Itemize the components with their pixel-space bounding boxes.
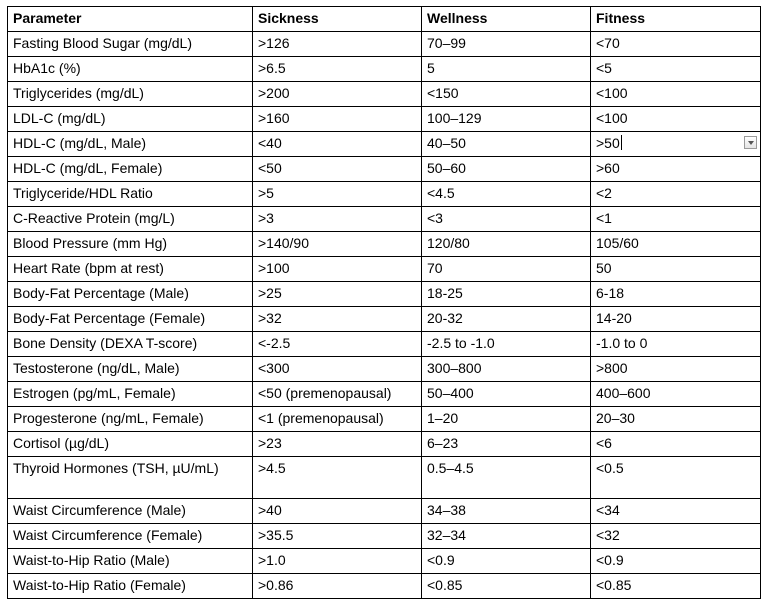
fitness-cell[interactable]: <1	[591, 207, 761, 232]
parameter-cell[interactable]: Waist-to-Hip Ratio (Female)	[8, 574, 253, 599]
parameter-cell[interactable]: Waist Circumference (Female)	[8, 524, 253, 549]
table-row	[8, 357, 761, 382]
parameter-cell[interactable]: Estrogen (pg/mL, Female)	[8, 382, 253, 407]
health-parameters-table	[7, 6, 761, 599]
fitness-cell[interactable]: <0.85	[591, 574, 761, 599]
parameter-cell[interactable]: HDL-C (mg/dL, Female)	[8, 157, 253, 182]
table-row	[8, 432, 761, 457]
fitness-cell[interactable]: 105/60	[591, 232, 761, 257]
parameter-cell[interactable]: Fasting Blood Sugar (mg/dL)	[8, 32, 253, 57]
wellness-cell[interactable]: 32–34	[422, 524, 591, 549]
wellness-cell[interactable]: 18-25	[422, 282, 591, 307]
table-row	[8, 549, 761, 574]
table-row	[8, 182, 761, 207]
sickness-cell[interactable]: >3	[253, 207, 422, 232]
parameter-cell[interactable]: C-Reactive Protein (mg/L)	[8, 207, 253, 232]
sickness-cell[interactable]: <1 (premenopausal)	[253, 407, 422, 432]
fitness-cell[interactable]: <2	[591, 182, 761, 207]
sickness-cell[interactable]: >200	[253, 82, 422, 107]
header-fitness[interactable]: Fitness	[591, 7, 761, 32]
sickness-cell[interactable]: >4.5	[253, 457, 422, 499]
parameter-cell[interactable]: Waist Circumference (Male)	[8, 499, 253, 524]
parameter-cell[interactable]: Blood Pressure (mm Hg)	[8, 232, 253, 257]
parameter-cell[interactable]: Triglycerides (mg/dL)	[8, 82, 253, 107]
wellness-cell[interactable]: 70	[422, 257, 591, 282]
sickness-cell[interactable]: >140/90	[253, 232, 422, 257]
wellness-cell[interactable]: <0.9	[422, 549, 591, 574]
fitness-cell[interactable]: 6-18	[591, 282, 761, 307]
table-row	[8, 382, 761, 407]
wellness-cell[interactable]: 6–23	[422, 432, 591, 457]
sickness-cell[interactable]: >5	[253, 182, 422, 207]
fitness-cell[interactable]: <0.5	[591, 457, 761, 499]
wellness-cell[interactable]: 120/80	[422, 232, 591, 257]
parameter-cell[interactable]: Progesterone (ng/mL, Female)	[8, 407, 253, 432]
header-sickness[interactable]: Sickness	[253, 7, 422, 32]
sickness-cell[interactable]: >0.86	[253, 574, 422, 599]
header-parameter[interactable]: Parameter	[8, 7, 253, 32]
fitness-cell[interactable]: <32	[591, 524, 761, 549]
header-wellness[interactable]: Wellness	[422, 7, 591, 32]
parameter-cell[interactable]: HbA1c (%)	[8, 57, 253, 82]
wellness-cell[interactable]: 40–50	[422, 132, 591, 157]
fitness-cell[interactable]: 50	[591, 257, 761, 282]
parameter-cell[interactable]: HDL-C (mg/dL, Male)	[8, 132, 253, 157]
table-row	[8, 82, 761, 107]
wellness-cell[interactable]: 50–400	[422, 382, 591, 407]
wellness-cell[interactable]: 20-32	[422, 307, 591, 332]
table-row	[8, 107, 761, 132]
fitness-cell[interactable]: <34	[591, 499, 761, 524]
sickness-cell[interactable]: >6.5	[253, 57, 422, 82]
sickness-cell[interactable]: >160	[253, 107, 422, 132]
wellness-cell[interactable]: 0.5–4.5	[422, 457, 591, 499]
wellness-cell[interactable]: <4.5	[422, 182, 591, 207]
table-row	[8, 524, 761, 549]
fitness-cell[interactable]: <100	[591, 107, 761, 132]
sickness-cell[interactable]: <300	[253, 357, 422, 382]
chevron-down-icon[interactable]	[744, 136, 757, 149]
sickness-cell[interactable]: <-2.5	[253, 332, 422, 357]
parameter-cell[interactable]: Waist-to-Hip Ratio (Male)	[8, 549, 253, 574]
parameter-cell[interactable]: LDL-C (mg/dL)	[8, 107, 253, 132]
sickness-cell[interactable]: <50 (premenopausal)	[253, 382, 422, 407]
table-row	[8, 457, 761, 499]
wellness-cell[interactable]: <0.85	[422, 574, 591, 599]
sickness-cell[interactable]: >40	[253, 499, 422, 524]
wellness-cell[interactable]: 1–20	[422, 407, 591, 432]
fitness-cell[interactable]: -1.0 to 0	[591, 332, 761, 357]
fitness-cell[interactable]: >800	[591, 357, 761, 382]
wellness-cell[interactable]: 300–800	[422, 357, 591, 382]
document-sheet	[7, 6, 760, 599]
sickness-cell[interactable]: >126	[253, 32, 422, 57]
sickness-cell[interactable]: >1.0	[253, 549, 422, 574]
wellness-cell[interactable]: <3	[422, 207, 591, 232]
parameter-cell[interactable]: Triglyceride/HDL Ratio	[8, 182, 253, 207]
text-cursor	[621, 135, 622, 150]
table-row	[8, 257, 761, 282]
fitness-cell[interactable]: >60	[591, 157, 761, 182]
sickness-cell[interactable]: >100	[253, 257, 422, 282]
table-row	[8, 407, 761, 432]
wellness-cell[interactable]: 50–60	[422, 157, 591, 182]
sickness-cell[interactable]: >23	[253, 432, 422, 457]
parameter-cell[interactable]: Testosterone (ng/dL, Male)	[8, 357, 253, 382]
parameter-cell[interactable]: Thyroid Hormones (TSH, µU/mL)	[8, 457, 253, 499]
table-row	[8, 307, 761, 332]
table-row	[8, 499, 761, 524]
wellness-cell[interactable]: <150	[422, 82, 591, 107]
fitness-cell[interactable]: <6	[591, 432, 761, 457]
sickness-cell[interactable]: <40	[253, 132, 422, 157]
table-row	[8, 132, 761, 157]
table-row	[8, 232, 761, 257]
wellness-cell[interactable]: 70–99	[422, 32, 591, 57]
table-row	[8, 332, 761, 357]
fitness-cell[interactable]: <100	[591, 82, 761, 107]
fitness-cell[interactable]: <5	[591, 57, 761, 82]
fitness-cell[interactable]: 20–30	[591, 407, 761, 432]
sickness-cell[interactable]: >32	[253, 307, 422, 332]
table-row	[8, 32, 761, 57]
fitness-cell[interactable]: 400–600	[591, 382, 761, 407]
sickness-cell[interactable]: <50	[253, 157, 422, 182]
fitness-cell-active[interactable]	[591, 132, 761, 157]
table-row	[8, 157, 761, 182]
parameter-cell[interactable]: Body-Fat Percentage (Male)	[8, 282, 253, 307]
parameter-cell[interactable]: Heart Rate (bpm at rest)	[8, 257, 253, 282]
table-row	[8, 282, 761, 307]
sickness-cell[interactable]: >25	[253, 282, 422, 307]
header-row	[8, 7, 761, 32]
wellness-cell[interactable]: -2.5 to -1.0	[422, 332, 591, 357]
wellness-cell[interactable]: 5	[422, 57, 591, 82]
table-row	[8, 207, 761, 232]
sickness-cell[interactable]: >35.5	[253, 524, 422, 549]
wellness-cell[interactable]: 34–38	[422, 499, 591, 524]
parameter-cell[interactable]: Bone Density (DEXA T-score)	[8, 332, 253, 357]
fitness-cell[interactable]: <70	[591, 32, 761, 57]
fitness-cell[interactable]: <0.9	[591, 549, 761, 574]
parameter-cell[interactable]: Body-Fat Percentage (Female)	[8, 307, 253, 332]
wellness-cell[interactable]: 100–129	[422, 107, 591, 132]
parameter-cell[interactable]: Cortisol (µg/dL)	[8, 432, 253, 457]
fitness-cell[interactable]: 14-20	[591, 307, 761, 332]
table-row	[8, 57, 761, 82]
fitness-cell-text: >50	[596, 135, 620, 151]
